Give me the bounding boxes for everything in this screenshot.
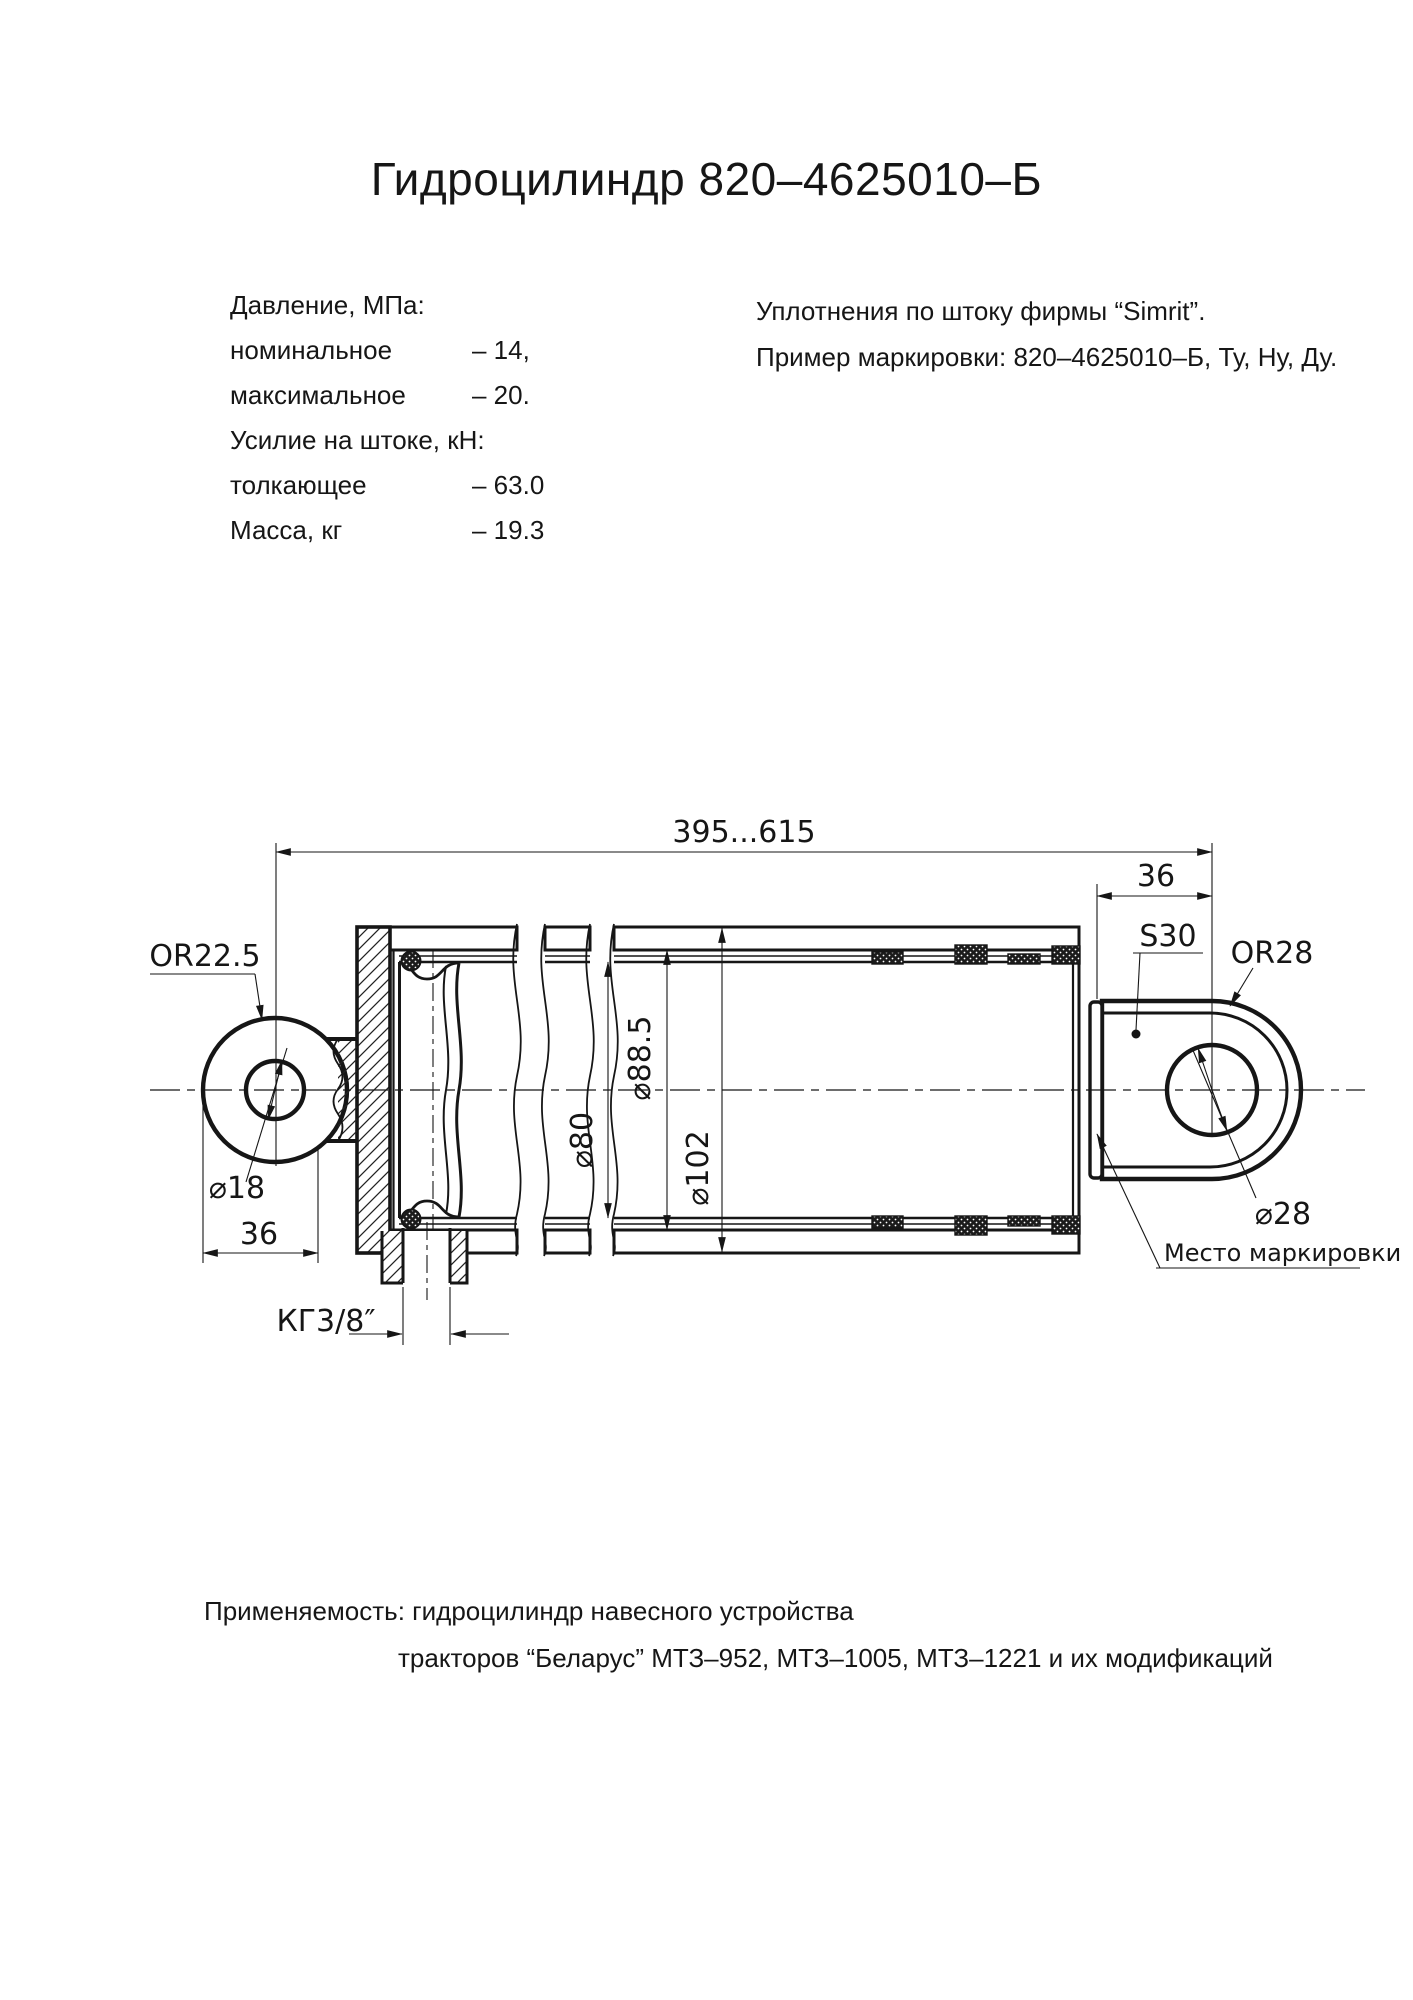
- dim-overall-length: 395...615: [672, 815, 816, 850]
- dim-eye-hole-dia: ⌀18: [208, 1171, 266, 1206]
- application-line2: тракторов “Беларус” МТЗ–952, МТЗ–1005, МТЗ–1221 и их модификаций: [398, 1643, 1273, 1673]
- dim-port-thread: КГ3/8″: [276, 1304, 376, 1339]
- spec-value: – 19.3: [472, 515, 545, 545]
- spec-label: номинальное: [230, 335, 393, 365]
- spec-label: Усилие на штоке, кН:: [230, 425, 485, 455]
- dim-rod-eye-outer-radius: OR28: [1230, 936, 1314, 971]
- dim-tube-outer-dia: ⌀102: [681, 1130, 716, 1206]
- spec-value: – 14,: [472, 335, 530, 365]
- piston-oring-top: [402, 952, 421, 971]
- spec-label: Масса, кг: [230, 515, 343, 545]
- marking-place-label: Место маркировки: [1164, 1239, 1402, 1267]
- dim-gland-dia: ⌀88.5: [623, 1015, 658, 1101]
- spec-label: толкающее: [230, 470, 367, 500]
- spec-label: максимальное: [230, 380, 406, 410]
- note-seals: Уплотнения по штоку фирмы “Simrit”.: [756, 296, 1206, 326]
- piston-oring-bottom: [402, 1210, 421, 1229]
- dim-eye-width: 36: [239, 1217, 279, 1252]
- dim-rod-eye-hole-dia: ⌀28: [1254, 1197, 1312, 1232]
- dim-bore-dia: ⌀80: [565, 1111, 600, 1169]
- dimension-labels: [149, 815, 1401, 1339]
- dim-rod-end-width: 36: [1136, 859, 1176, 894]
- s30-leader-dot: [1132, 1030, 1141, 1039]
- spec-value: – 20.: [472, 380, 530, 410]
- note-marking-example: Пример маркировки: 820–4625010–Б, Ту, Ну, Ду.: [756, 342, 1338, 372]
- spec-value: – 63.0: [472, 470, 545, 500]
- dim-rod-flats: S30: [1139, 919, 1197, 954]
- oil-port: [382, 1222, 467, 1300]
- spec-label: Давление, МПа:: [230, 290, 425, 320]
- dim-eye-outer-radius: OR22.5: [149, 939, 261, 974]
- application-line1: Применяемость: гидроцилиндр навесного устройства: [204, 1596, 854, 1626]
- page-title: Гидроцилиндр 820–4625010–Б: [370, 153, 1043, 205]
